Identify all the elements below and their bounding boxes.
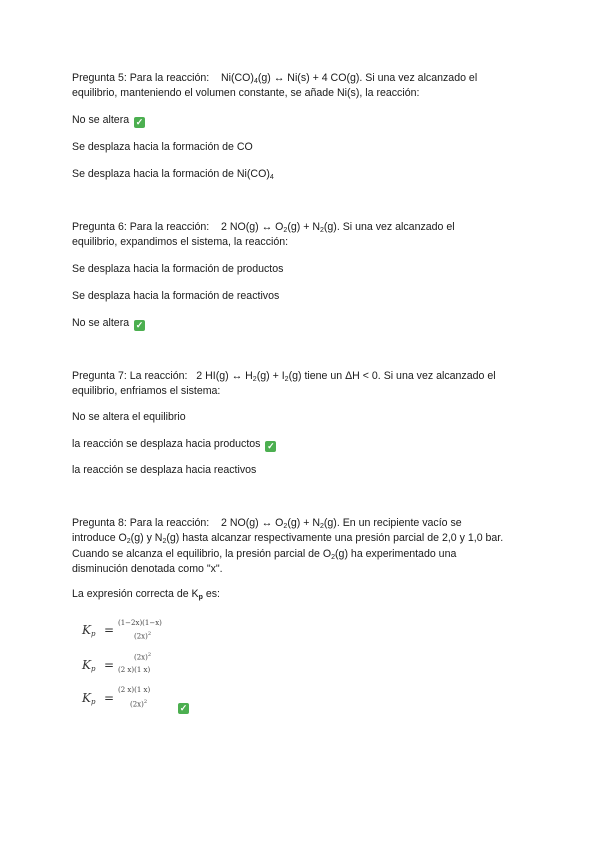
question-5 <box>72 71 542 102</box>
fraction-numerator: (2 x)(1 x) <box>118 686 151 694</box>
question-8-text: Pregunta 8: Para la reacción: 2 NO(g) ↔ $O_2(g) + N_2(g)$. En un recipiente vacío se introduce $O_2(g)$ y $N_2(g)$ hasta alcanzar respectivamente una presión parcial de 2,0 y 1,0 bar. Cuando se alcanza el equilibrio, la presión parcial de $O_2(g)$ ha experimentado una disminución denotada como "x". <box>72 517 504 576</box>
kp-symbol: $K_p$ <box>82 623 96 638</box>
equals-sign: = <box>104 691 115 705</box>
q5-option-1[interactable]: No se altera ✓ <box>72 114 144 127</box>
q7-option-3[interactable]: la reacción se desplaza hacia reactivos <box>72 464 257 476</box>
q5-option-2[interactable]: Se desplaza hacia la formación de CO <box>72 141 253 153</box>
kp-symbol: $K_p$ <box>82 658 96 673</box>
fraction-denominator: (2 x)(1 x) <box>118 666 151 674</box>
question-8 <box>72 516 542 577</box>
check-icon: ✓ <box>135 320 144 330</box>
check-icon: ✓ <box>267 441 275 451</box>
q6-option-3[interactable]: No se altera ✓ <box>72 317 144 330</box>
q6-option-1[interactable]: Se desplaza hacia la formación de productos <box>72 263 284 275</box>
question-5-text: Pregunta 5: Para la reacción: $Ni(CO)_4(g)$ ↔ Ni(s) + 4 CO(g). Si una vez alcanzado el equilibrio, manteniendo el volumen constante, se añade Ni(s), la reacción: <box>72 72 478 100</box>
fraction-denominator: $(2x)^2$ <box>134 631 152 641</box>
q5-option-3[interactable]: Se desplaza hacia la formación de $Ni(CO)_4$ <box>72 168 274 181</box>
q8-expression-label: La expresión correcta de $K_p$ es: <box>72 588 220 601</box>
question-6 <box>72 220 542 251</box>
q6-option-2[interactable]: Se desplaza hacia la formación de reactivos <box>72 290 280 302</box>
equals-sign: = <box>104 658 115 672</box>
question-7 <box>72 369 542 400</box>
fraction-denominator: $(2x)^2$ <box>130 699 148 709</box>
kp-symbol: $K_p$ <box>82 691 96 706</box>
question-6-text: Pregunta 6: Para la reacción: 2 NO(g) ↔ $O_2(g) + N_2(g)$. Si una vez alcanzado el equilibrio, expandimos el sistema, la reacción: <box>72 221 455 249</box>
check-icon: ✓ <box>179 703 188 713</box>
q7-option-2[interactable]: la reacción se desplaza hacia productos ✓ <box>72 438 275 451</box>
q7-option-1[interactable]: No se altera el equilibrio <box>72 411 186 423</box>
check-icon: ✓ <box>135 117 144 127</box>
equals-sign: = <box>104 623 115 637</box>
fraction-numerator: (1−2x)(1−x) <box>118 619 162 627</box>
question-7-text: Pregunta 7: La reacción: 2 HI(g) ↔ $H_2(g) + I_2(g)$ tiene un ΔH < 0. Si una vez alcanzado el equilibrio, enfriamos el sistema: <box>72 370 496 398</box>
fraction-numerator: $(2x)^2$ <box>134 652 152 662</box>
